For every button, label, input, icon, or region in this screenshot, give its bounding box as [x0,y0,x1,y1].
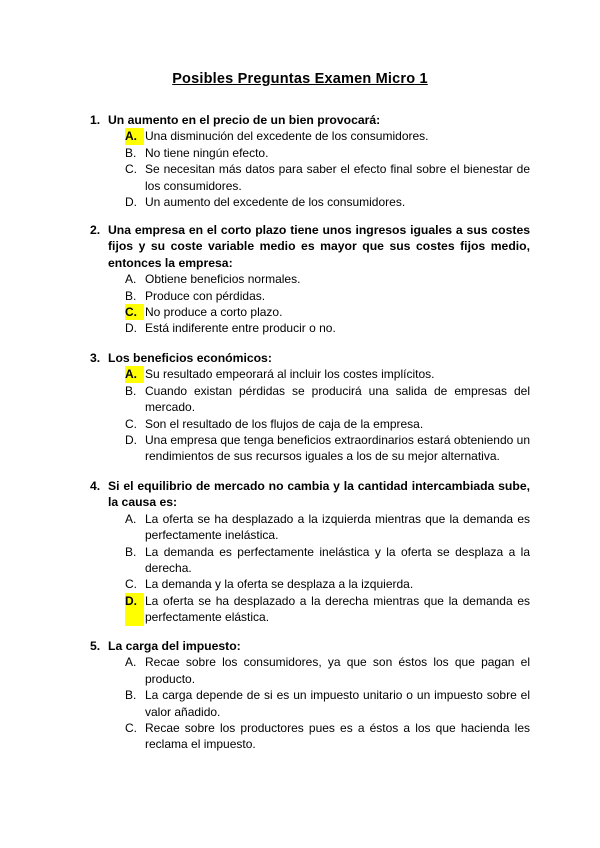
question-header [90,112,530,128]
question-text: Los beneficios económicos: [108,351,272,365]
option-d [125,593,530,626]
option-a [125,654,530,687]
option-a [125,511,530,544]
question-text: La carga del impuesto: [108,639,241,653]
question-header [90,638,530,654]
option-c [125,720,530,753]
option-text: La demanda es perfectamente inelástica y la oferta se desplaza a la derecha. [145,544,530,576]
option-text: Produce con pérdidas. [145,288,266,303]
option-text: La carga depende de si es un impuesto unitario o un impuesto sobre el valor añadido. [145,688,530,719]
option-letter: C. [125,721,137,736]
option-text: Una disminución del excedente de los consumidores. [145,129,429,144]
question-header [90,222,530,271]
option-letter: A. [125,511,137,526]
option-text: No produce a corto plazo. [145,305,283,320]
question-text: Una empresa en el corto plazo tiene unos ingresos iguales a sus costes fijos y su coste variable medio es mayor que sus costes fijos medio, entonces la empresa: [108,223,530,270]
option-letter-highlighted: A. [125,128,144,144]
option-text: Está indiferente entre producir o no. [145,321,336,336]
question-5 [90,638,530,753]
option-list [90,511,530,626]
option-text: Un aumento del excedente de los consumidores. [145,195,406,210]
option-c [125,576,530,592]
option-d [125,194,530,210]
question-number: 2. [90,223,101,237]
question-1 [90,112,530,210]
option-a [125,271,530,287]
option-text: Son el resultado de los flujos de caja de la empresa. [145,416,424,431]
option-b [125,383,530,416]
option-b [125,687,530,720]
option-letter-highlighted: D. [125,593,144,626]
option-text: La oferta se ha desplazado a la izquierda mientras que la demanda es perfectamente inelástica. [145,511,530,543]
option-letter: B. [125,145,137,160]
option-letter: B. [125,688,137,703]
question-text: Un aumento en el precio de un bien provocará: [108,113,381,127]
question-header [90,350,530,366]
option-text: No tiene ningún efecto. [145,145,269,160]
option-list [90,271,530,337]
question-4 [90,478,530,626]
option-letter: A. [125,655,137,670]
option-letter: C. [125,416,137,431]
option-text: Recae sobre los consumidores, ya que son éstos los que pagan el producto. [145,655,530,686]
question-number: 5. [90,639,101,653]
option-c [125,161,530,194]
option-text: Obtiene beneficios normales. [145,272,301,287]
option-list [90,366,530,464]
option-d [125,432,530,465]
question-2 [90,222,530,337]
option-text: Cuando existan pérdidas se producirá una salida de empresas del mercado. [145,383,530,415]
option-letter: D. [125,321,137,336]
option-a [125,366,530,382]
option-text: La demanda y la oferta se desplaza a la izquierda. [145,577,414,592]
question-number: 4. [90,479,101,493]
option-d [125,320,530,336]
option-b [125,544,530,577]
option-b [125,145,530,161]
option-list [90,654,530,752]
option-a [125,128,530,144]
option-list [90,128,530,210]
option-letter: B. [125,288,137,303]
option-letter: B. [125,544,137,559]
option-text: Se necesitan más datos para saber el efecto final sobre el bienestar de los consumidores. [145,162,530,193]
question-3 [90,350,530,465]
option-letter: C. [125,162,137,177]
question-number: 1. [90,113,101,127]
option-text: Su resultado empeorará al incluir los costes implícitos. [145,367,435,382]
question-number: 3. [90,351,101,365]
option-letter-highlighted: C. [125,304,144,320]
option-letter: D. [125,433,137,448]
option-letter: D. [125,195,137,210]
option-text: La oferta se ha desplazado a la derecha mientras que la demanda es perfectamente elástica. [145,593,530,625]
option-letter: C. [125,577,137,592]
question-text: Si el equilibrio de mercado no cambia y la cantidad intercambiada sube, la causa es: [108,479,530,510]
option-letter: A. [125,272,137,287]
page-title: Posibles Preguntas Examen Micro 1 [172,71,428,87]
option-b [125,288,530,304]
option-c [125,304,530,320]
option-text: Una empresa que tenga beneficios extraordinarios estará obteniendo un rendimientos de sus recursos iguales a los de su mejor alternativa. [145,433,530,464]
option-c [125,416,530,432]
option-text: Recae sobre los productores pues es a éstos a los que hacienda les reclama el impuesto. [145,721,530,752]
question-header [90,478,530,511]
option-letter: B. [125,383,137,398]
option-letter-highlighted: A. [125,366,144,382]
